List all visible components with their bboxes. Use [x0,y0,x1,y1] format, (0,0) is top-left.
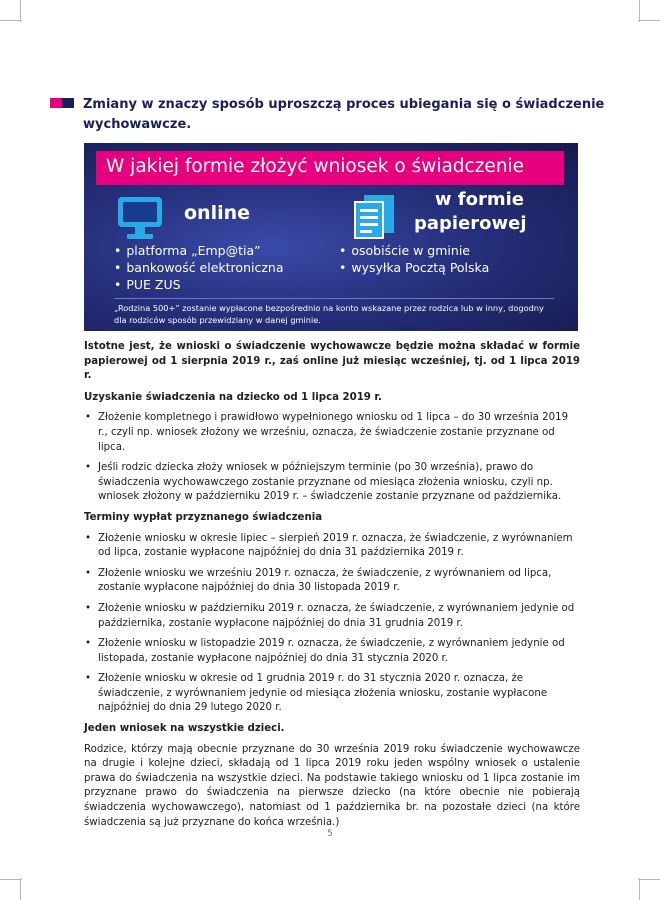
list-item: • Złożenie wniosku w okresie lipiec – sierpień 2019 r. oznacza, że świadczenie, z wyrównaniem od lipca, zostanie wypłacone najpóźniej do dnia 31 października 2019 r. [84,532,580,561]
crop-mark [20,878,21,900]
heading-marker [50,98,74,108]
list-item: • PUE ZUS [114,276,283,293]
section-title: Uzyskanie świadczenia na dziecko od 1 lipca 2019 r. [84,391,382,403]
bullet-list [84,532,580,717]
list-item: • bankowość elektroniczna [114,259,283,276]
monitor-icon [116,195,164,241]
list-item: • Złożenie wniosku w listopadzie 2019 r. oznacza, że świadczenie, z wyrównaniem jedynie od listopada, zostanie wypłacone najpóźniej do dnia 31 stycznia 2020 r. [84,637,580,666]
banner-note: „Rodzina 500+” zostanie wypłacone bezpośrednio na konto wskazane przez rodzica lub w inny, dogodny dla rodziców sposób przewidziany w danej gminie. [114,303,544,325]
section-heading [50,95,610,135]
bullet-list [84,411,580,505]
crop-mark [20,0,21,22]
crop-mark [0,879,22,880]
info-banner [84,143,578,331]
crop-mark [638,20,660,21]
list-item: • wysyłka Pocztą Polska [339,259,489,276]
crop-mark [638,879,660,880]
paper-label-line2: papierowej [414,213,527,234]
divider [114,298,554,299]
lead-paragraph: Istotne jest, że wnioski o świadczenie wychowawcze będzie można składać w formie papierowej od 1 sierpnia 2019 r., zaś online już miesiąc wcześniej, tj. od 1 lipca 2019 r. [84,341,580,382]
paper-label-line1: w formie [434,189,524,210]
list-item: • platforma „Emp@tia” [114,242,283,259]
body-text [84,340,580,830]
list-item: • Złożenie wniosku w okresie od 1 grudnia 2019 r. do 31 stycznia 2020 r. oznacza, że świadczenie, z wyrównaniem jedynie od miesiąca złożenia wniosku, zostanie wypłacone najpóźniej do dnia 29 lutego 2020 r. [84,672,580,716]
banner-title: W jakiej formie złożyć wniosek o świadczenie [106,156,525,177]
list-item: • Złożenie wniosku we wrześniu 2019 r. oznacza, że świadczenie, z wyrównaniem od lipca, zostanie wypłacone najpóźniej do dnia 30 listopada 2019 r. [84,567,580,596]
document-icon [352,193,396,239]
online-options-list [114,242,283,293]
paper-label [414,188,527,236]
crop-mark [639,0,640,22]
list-item: • osobiście w gminie [339,242,489,259]
section-title: Terminy wypłat przyznanego świadczenia [84,511,323,523]
list-item: • Złożenie kompletnego i prawidłowo wypełnionego wniosku od 1 lipca – do 30 września 2019 r., czyli np. wniosek złożony we wrześniu, oznacza, że świadczenie zostanie przyznane od lipca. [84,411,580,455]
crop-mark [639,878,640,900]
section-title: Jeden wniosek na wszystkie dzieci. [84,723,285,735]
list-item: • Złożenie wniosku w październiku 2019 r. oznacza, że świadczenie, z wyrównaniem jedynie od października, zostanie wypłacone najpóźniej do dnia 31 grudnia 2019 r. [84,602,580,631]
closing-paragraph: Rodzice, którzy mają obecnie przyznane do 30 września 2019 roku świadczenie wychowawcze na drugie i kolejne dzieci, składają od 1 lipca 2019 roku jeden wspólny wniosek o ustalenie prawa do świadczenia na wszystkie dzieci. Na podstawie takiego wniosku od 1 lipca zostanie im przyznane prawo do świadczenia na pierwsze dziecko (na które obecnie nie pobierają świadczenia wychowawczego), natomiast od 1 października br. na pozostałe dzieci (na które świadczenia są już przyznane do końca września.) [84,743,580,828]
heading-text: Zmiany w znaczy sposób uproszczą proces ubiegania się o świadczenie wychowawcze. [83,97,605,132]
online-label: online [184,202,251,224]
paper-options-list [339,242,489,276]
list-item: • Jeśli rodzic dziecka złoży wniosek w późniejszym terminie (po 30 września), prawo do świadczenia wychowawczego zostanie przyznane od miesiąca złożenia wniosku, czyli np. wniosek złożony w październiku 2019 r. – świadczenie zostanie przyznane od października. [84,461,580,505]
crop-mark [0,20,22,21]
page-number: 5 [327,829,333,839]
